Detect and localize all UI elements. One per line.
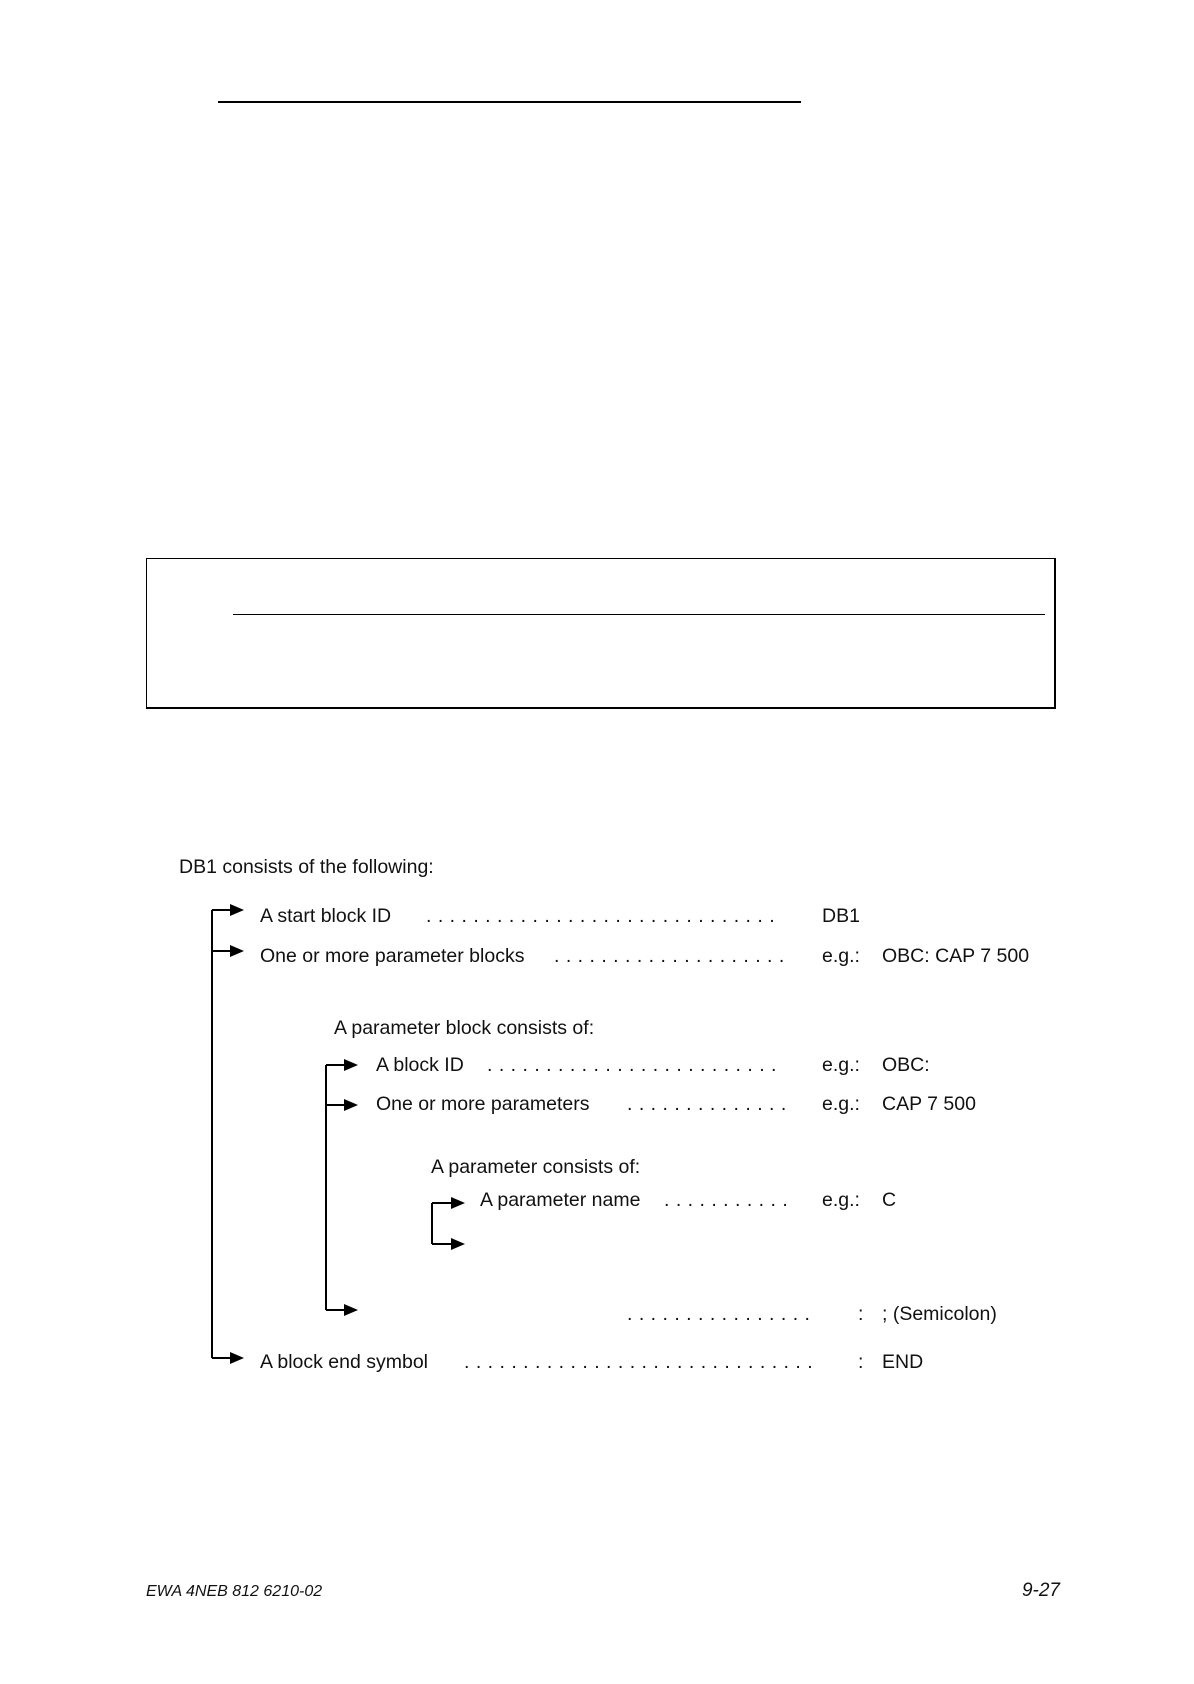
block-id-label: A block ID xyxy=(376,1054,464,1076)
params-value: CAP 7 500 xyxy=(882,1093,976,1115)
arrow-param-blocks xyxy=(230,945,244,957)
param-blocks-eg: e.g.: xyxy=(822,945,860,967)
arrow-param-value xyxy=(451,1238,465,1250)
semicolon-value: ; (Semicolon) xyxy=(882,1303,997,1325)
arrow-start-block-id xyxy=(230,904,244,916)
arrow-param-name xyxy=(451,1197,465,1209)
param-blocks-dots: . . . . . . . . . . . . . . . . . . . . xyxy=(554,945,785,967)
param-name-value: C xyxy=(882,1189,897,1211)
param-blocks-value: OBC: CAP 7 500 xyxy=(882,945,1030,967)
top-rule xyxy=(218,101,801,103)
params-label: One or more parameters xyxy=(376,1093,590,1115)
block-id-value: OBC: xyxy=(882,1054,930,1076)
start-block-id-dots: . . . . . . . . . . . . . . . . . . . . . . . . . . . . . . xyxy=(426,905,776,927)
param-name-label: A parameter name xyxy=(480,1189,641,1211)
block-id-eg: e.g.: xyxy=(822,1054,860,1076)
block-end-value: END xyxy=(882,1351,924,1373)
block-end-colon: : xyxy=(858,1351,864,1373)
param-blocks-label: One or more parameter blocks xyxy=(260,945,525,967)
intro-text: DB1 consists of the following: xyxy=(179,856,434,878)
params-dots: . . . . . . . . . . . . . . xyxy=(627,1093,787,1115)
note-rule xyxy=(233,614,1045,615)
param-name-eg: e.g.: xyxy=(822,1189,860,1211)
arrow-block-end xyxy=(230,1352,244,1364)
block-end-label: A block end symbol xyxy=(260,1351,429,1373)
block-intro-text: A parameter block consists of: xyxy=(334,1017,595,1039)
block-id-dots: . . . . . . . . . . . . . . . . . . . . . . . . . xyxy=(487,1054,777,1076)
start-block-id-value: DB1 xyxy=(822,905,860,927)
arrow-params xyxy=(344,1099,358,1111)
start-block-id-label: A start block ID xyxy=(260,905,392,927)
semicolon-dots: . . . . . . . . . . . . . . . . xyxy=(627,1303,811,1325)
note-box xyxy=(146,558,1056,709)
block-end-dots: . . . . . . . . . . . . . . . . . . . . . . . . . . . . . . xyxy=(464,1351,814,1373)
page-number: 9-27 xyxy=(1021,1580,1060,1601)
document-id: EWA 4NEB 812 6210-02 xyxy=(146,1583,323,1600)
arrow-block-id xyxy=(344,1059,358,1071)
params-eg: e.g.: xyxy=(822,1093,860,1115)
param-name-dots: . . . . . . . . . . . xyxy=(664,1189,789,1211)
param-intro-text: A parameter consists of: xyxy=(431,1156,641,1178)
arrow-semicolon xyxy=(344,1304,358,1316)
semicolon-colon: : xyxy=(858,1303,864,1325)
